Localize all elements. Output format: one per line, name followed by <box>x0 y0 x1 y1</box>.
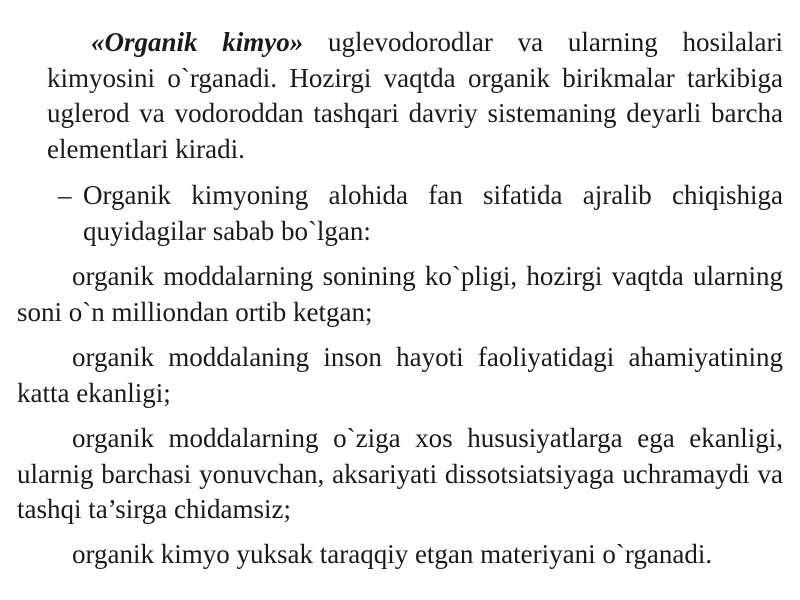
intro-text: uglevodorodlar va ularning hosilalari kimyosini o`rganadi. Hozirgi vaqtda organik birikmalar tarkibiga uglerod va vodoroddan tashqari davriy sistemaning deyarli barcha elementlari kiradi. <box>47 27 783 164</box>
reason-paragraph: organik moddalarning o`ziga xos hususiyatlarga ega ekanligi, ularnig barchasi yonuvchan, aksariyati dissotsiatsiyaga uchramaydi va tashqi ta’sirga chidamsiz; <box>17 423 783 524</box>
reason-paragraph: organik moddalaning inson hayoti faoliyatidagi ahamiyatining katta ekanligi; <box>17 342 783 408</box>
reason-paragraph: organik moddalarning sonining ko`pligi, hozirgi vaqtda ularning soni o`n milliondan ortib ketgan; <box>17 261 783 327</box>
intro-paragraph <box>47 25 783 167</box>
bullet-item <box>58 178 783 250</box>
reason-paragraph: organik kimyo yuksak taraqqiy etgan materiyani o`rganadi. <box>72 539 713 569</box>
quote-close: » <box>289 27 304 57</box>
term-text: Organik kimyo <box>104 27 290 57</box>
quote-open: « <box>91 27 105 57</box>
dash-marker: – <box>58 180 72 210</box>
intro-term <box>91 27 303 57</box>
bullet-text: Organik kimyoning alohida fan sifatida ajralib chiqishiga quyidagilar sabab bo`lgan: <box>83 180 783 246</box>
